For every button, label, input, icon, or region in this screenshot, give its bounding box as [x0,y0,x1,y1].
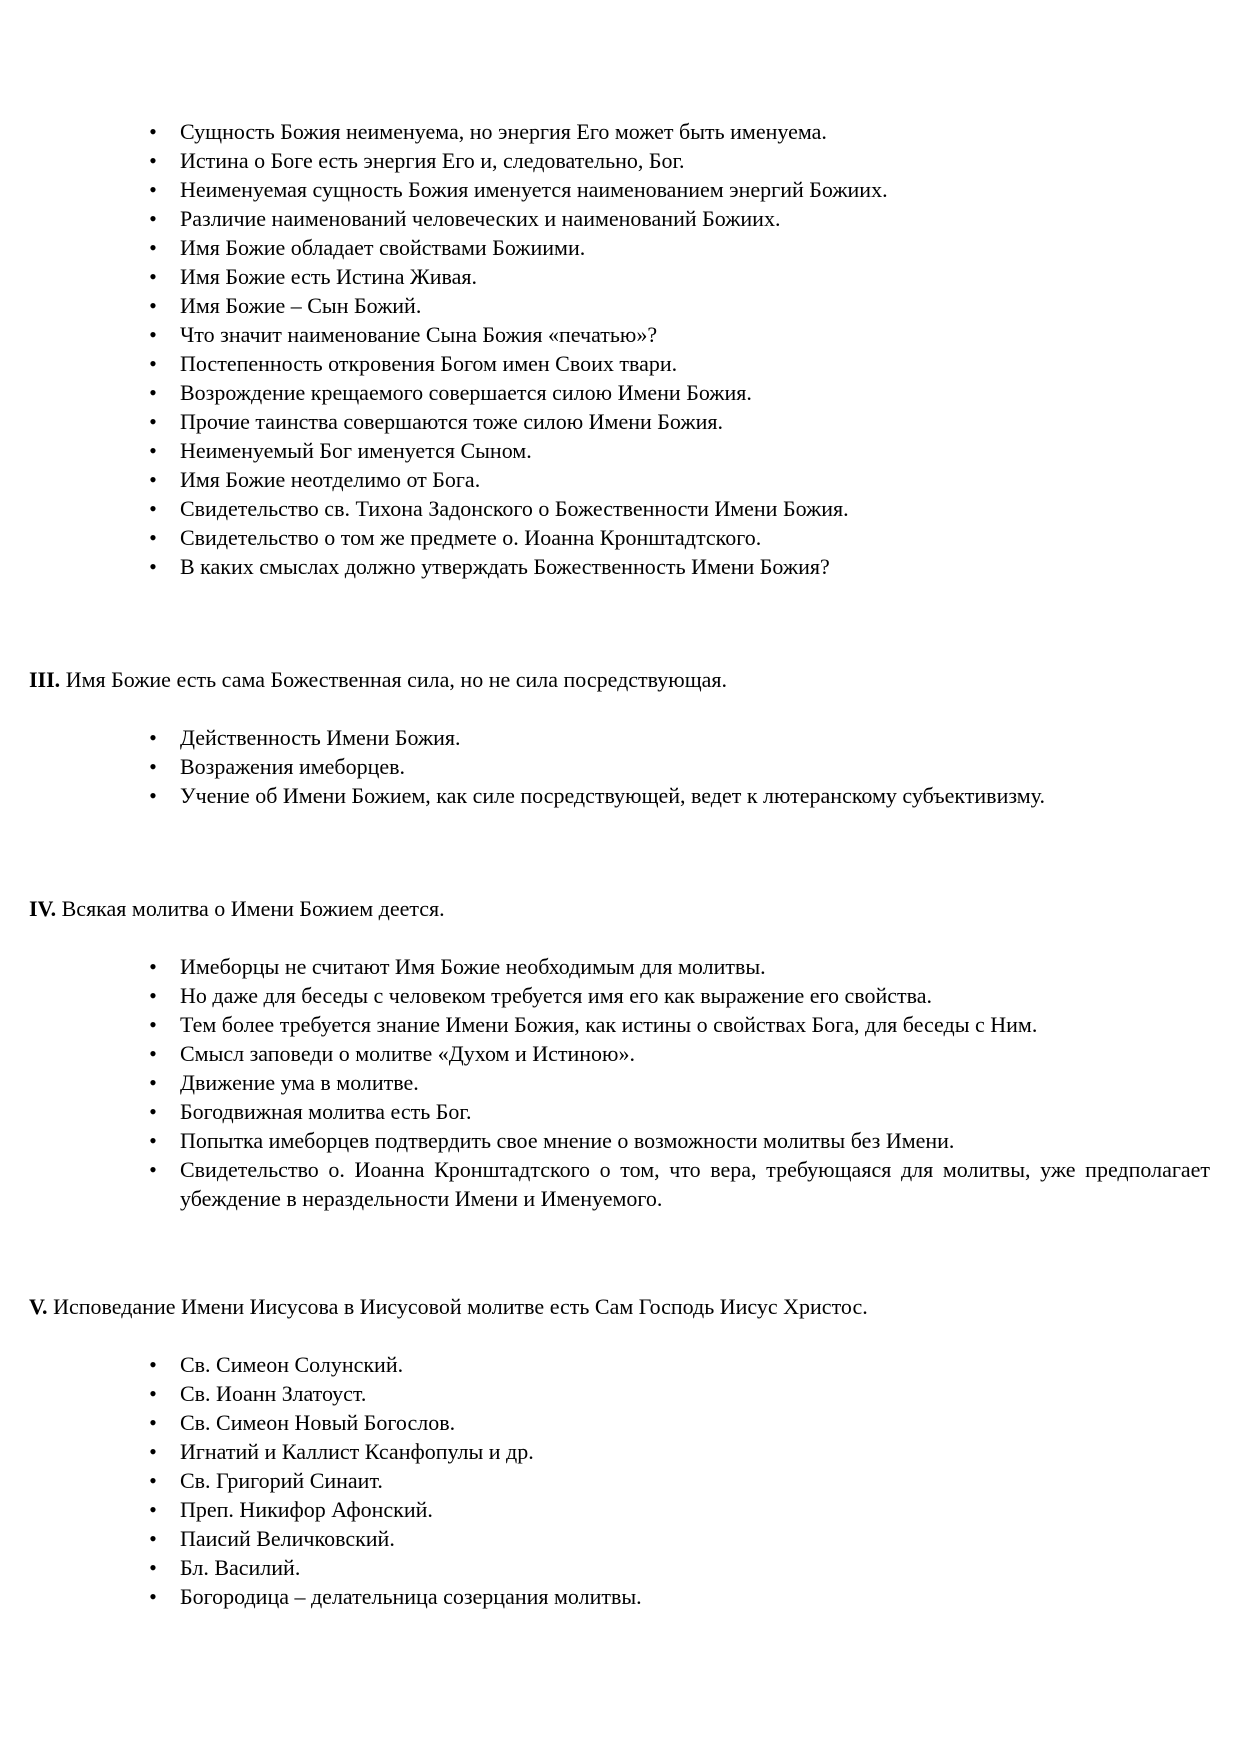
section-title: Имя Божие есть сама Божественная сила, но не сила посредствующая. [65,667,728,692]
bullet-icon: • [149,322,157,347]
list-item [149,465,1210,494]
list-item [149,1039,1210,1068]
list-item-text: Движение ума в молитве. [180,1070,419,1095]
bullet-icon: • [149,783,157,808]
list-item-text: Истина о Боге есть энергия Его и, следовательно, Бог. [180,148,685,173]
section-title: Исповедание Имени Иисусова в Иисусовой молитве есть Сам Господь Иисус Христос. [53,1294,868,1319]
list-item [149,1126,1210,1155]
list-item-text: Но даже для беседы с человеком требуется имя его как выражение его свойства. [180,983,932,1008]
section-4-bullet-list [149,952,1210,1213]
list-item-text: В каких смыслах должно утверждать Божественность Имени Божия? [180,554,830,579]
list-item [149,291,1210,320]
bullet-icon: • [149,1555,157,1580]
list-item [149,320,1210,349]
list-item [149,981,1210,1010]
list-item-text: Преп. Никифор Афонский. [180,1497,433,1522]
section-3-bullet-list [149,723,1210,810]
bullet-icon: • [149,438,157,463]
list-item-text: Игнатий и Каллист Ксанфопулы и др. [180,1439,534,1464]
list-item-text: Богодвижная молитва есть Бог. [180,1099,472,1124]
bullet-icon: • [149,1584,157,1609]
list-item [149,1097,1210,1126]
bullet-icon: • [149,409,157,434]
section-numeral: III. [29,667,61,692]
bullet-icon: • [149,1352,157,1377]
list-item [149,752,1210,781]
list-item-text: Неименуемый Бог именуется Сыном. [180,438,532,463]
section-4-heading [29,894,1209,923]
bullet-icon: • [149,351,157,376]
list-item [149,204,1210,233]
list-item-text: Попытка имеборцев подтвердить свое мнение о возможности молитвы без Имени. [180,1128,955,1153]
list-item [149,494,1210,523]
bullet-icon: • [149,954,157,979]
bullet-icon: • [149,1012,157,1037]
list-item [149,175,1210,204]
intro-bullet-list [149,117,1210,581]
list-item-text: Имя Божие обладает свойствами Божиими. [180,235,586,260]
section-numeral: V. [29,1294,48,1319]
list-item [149,233,1210,262]
bullet-icon: • [149,1157,157,1182]
bullet-icon: • [149,467,157,492]
list-item [149,523,1210,552]
bullet-icon: • [149,554,157,579]
section-3-heading [29,665,1209,694]
bullet-icon: • [149,119,157,144]
bullet-icon: • [149,1468,157,1493]
bullet-icon: • [149,1041,157,1066]
list-item-text: Неименуемая сущность Божия именуется наименованием энергий Божиих. [180,177,888,202]
bullet-icon: • [149,1070,157,1095]
bullet-icon: • [149,725,157,750]
list-item [149,1437,1210,1466]
section-5-heading [29,1292,1209,1321]
list-item [149,117,1210,146]
bullet-icon: • [149,380,157,405]
bullet-icon: • [149,983,157,1008]
list-item [149,146,1210,175]
list-item [149,262,1210,291]
list-item-text: Постепенность откровения Богом имен Своих твари. [180,351,678,376]
bullet-icon: • [149,293,157,318]
list-item [149,723,1210,752]
list-item-text: Св. Иоанн Златоуст. [180,1381,367,1406]
bullet-icon: • [149,264,157,289]
list-item-text: Свидетельство св. Тихона Задонского о Божественности Имени Божия. [180,496,849,521]
bullet-icon: • [149,206,157,231]
list-item-text: Имя Божие неотделимо от Бога. [180,467,481,492]
list-item-text: Имя Божие есть Истина Живая. [180,264,478,289]
bullet-icon: • [149,496,157,521]
bullet-icon: • [149,1439,157,1464]
section-5-bullet-list [149,1350,1210,1611]
list-item [149,349,1210,378]
list-item-text: Св. Григорий Синаит. [180,1468,383,1493]
list-item [149,1495,1210,1524]
list-item-text: Богородица – делательница созерцания молитвы. [180,1584,642,1609]
list-item-text: Возражения имеборцев. [180,754,406,779]
bullet-icon: • [149,148,157,173]
list-item-text: Тем более требуется знание Имени Божия, как истины о свойствах Бога, для беседы с Ним. [180,1012,1038,1037]
list-item-text: Смысл заповеди о молитве «Духом и Истиною». [180,1041,635,1066]
list-item-text: Действенность Имени Божия. [180,725,461,750]
bullet-icon: • [149,1497,157,1522]
list-item-text: Что значит наименование Сына Божия «печатью»? [180,322,658,347]
list-item-text: Учение об Имени Божием, как силе посредствующей, ведет к лютеранскому субъективизму. [180,783,1045,808]
list-item [149,436,1210,465]
bullet-icon: • [149,177,157,202]
list-item [149,1068,1210,1097]
list-item [149,1582,1210,1611]
bullet-icon: • [149,1381,157,1406]
list-item [149,1155,1210,1213]
list-item [149,1010,1210,1039]
list-item [149,552,1210,581]
list-item-text: Прочие таинства совершаются тоже силою Имени Божия. [180,409,723,434]
list-item [149,378,1210,407]
list-item-text: Имя Божие – Сын Божий. [180,293,422,318]
list-item [149,952,1210,981]
list-item [149,1466,1210,1495]
bullet-icon: • [149,525,157,550]
list-item [149,1379,1210,1408]
section-title: Всякая молитва о Имени Божием деется. [61,896,445,921]
list-item-text: Св. Симеон Новый Богослов. [180,1410,456,1435]
list-item [149,1524,1210,1553]
bullet-icon: • [149,235,157,260]
bullet-icon: • [149,1128,157,1153]
list-item [149,407,1210,436]
list-item-text: Паисий Величковский. [180,1526,395,1551]
list-item [149,1350,1210,1379]
list-item-text: Возрождение крещаемого совершается силою Имени Божия. [180,380,752,405]
section-numeral: IV. [29,896,57,921]
list-item-text: Свидетельство о. Иоанна Кронштадтского о том, что вера, требующаяся для молитвы, уже предполагает убеждение в нераздельности Имени и Именуемого. [180,1157,1210,1211]
bullet-icon: • [149,1526,157,1551]
list-item [149,1553,1210,1582]
list-item [149,781,1210,810]
list-item-text: Различие наименований человеческих и наименований Божиих. [180,206,781,231]
list-item-text: Бл. Василий. [180,1555,301,1580]
list-item-text: Имеборцы не считают Имя Божие необходимым для молитвы. [180,954,766,979]
list-item-text: Св. Симеон Солунский. [180,1352,404,1377]
bullet-icon: • [149,754,157,779]
list-item [149,1408,1210,1437]
list-item-text: Свидетельство о том же предмете о. Иоанна Кронштадтского. [180,525,762,550]
bullet-icon: • [149,1099,157,1124]
list-item-text: Сущность Божия неименуема, но энергия Его может быть именуема. [180,119,827,144]
bullet-icon: • [149,1410,157,1435]
